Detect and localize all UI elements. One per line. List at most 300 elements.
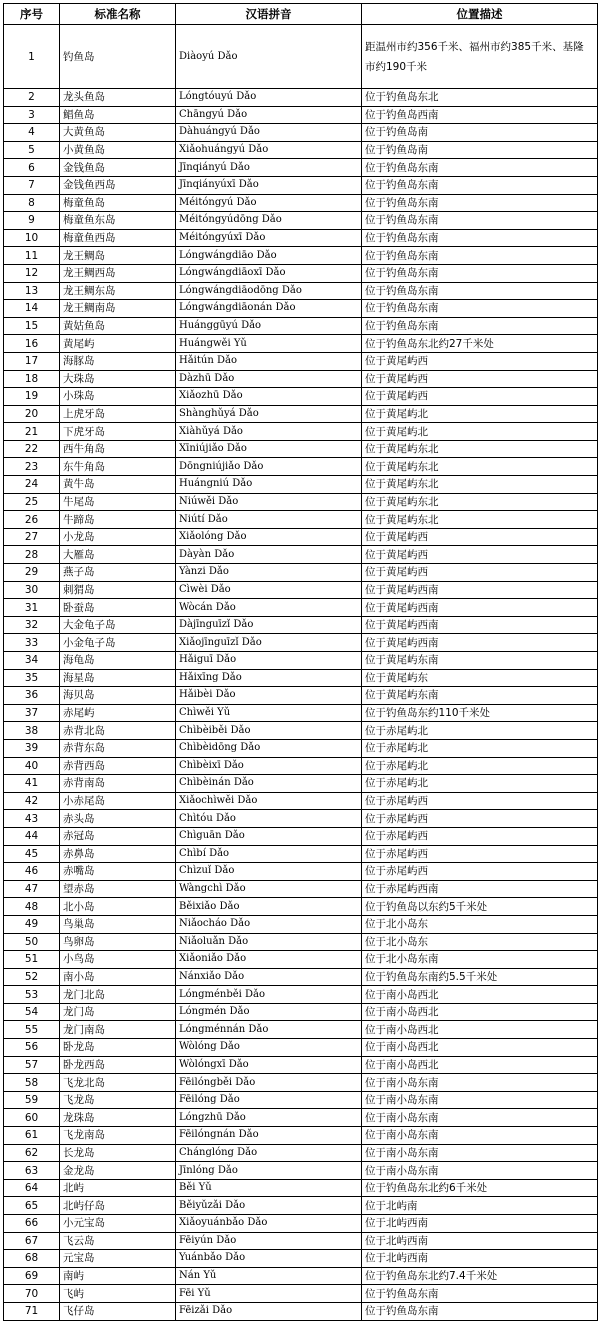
table-row bbox=[4, 212, 598, 230]
island-name: 南小岛 bbox=[60, 968, 176, 986]
island-location: 位于黄尾屿北 bbox=[362, 423, 598, 441]
island-pinyin: Wòlóngxī Dǎo bbox=[176, 1056, 362, 1074]
island-name: 赤背南岛 bbox=[60, 775, 176, 793]
table-row bbox=[4, 986, 598, 1004]
island-pinyin: Niǎoluǎn Dǎo bbox=[176, 933, 362, 951]
island-name: 黄牛岛 bbox=[60, 476, 176, 494]
row-number: 66 bbox=[4, 1215, 60, 1233]
island-name: 牛尾岛 bbox=[60, 493, 176, 511]
table-row bbox=[4, 775, 598, 793]
row-number: 41 bbox=[4, 775, 60, 793]
row-number: 53 bbox=[4, 986, 60, 1004]
table-row bbox=[4, 1127, 598, 1145]
island-location: 位于钓鱼岛东南 bbox=[362, 264, 598, 282]
row-number: 26 bbox=[4, 511, 60, 529]
table-row bbox=[4, 880, 598, 898]
island-location: 位于北小岛东 bbox=[362, 933, 598, 951]
row-number: 12 bbox=[4, 264, 60, 282]
table-row bbox=[4, 476, 598, 494]
island-name: 卧蚕岛 bbox=[60, 599, 176, 617]
table-row bbox=[4, 458, 598, 476]
island-location: 位于钓鱼岛东南 bbox=[362, 212, 598, 230]
island-name: 小龙岛 bbox=[60, 528, 176, 546]
island-pinyin: Chìbèidōng Dǎo bbox=[176, 739, 362, 757]
island-location: 位于黄尾屿西南 bbox=[362, 581, 598, 599]
row-number: 68 bbox=[4, 1250, 60, 1268]
table-row bbox=[4, 1232, 598, 1250]
table-row bbox=[4, 1003, 598, 1021]
table-row bbox=[4, 704, 598, 722]
table-row bbox=[4, 335, 598, 353]
row-number: 37 bbox=[4, 704, 60, 722]
island-name: 金钱鱼岛 bbox=[60, 159, 176, 177]
island-pinyin: Dōngniújiǎo Dǎo bbox=[176, 458, 362, 476]
island-name: 卧龙岛 bbox=[60, 1039, 176, 1057]
island-location: 位于钓鱼岛东北约6千米处 bbox=[362, 1179, 598, 1197]
island-pinyin: Lóngtóuyú Dǎo bbox=[176, 89, 362, 107]
row-number: 43 bbox=[4, 810, 60, 828]
table-row bbox=[4, 652, 598, 670]
island-location: 位于北小岛东 bbox=[362, 915, 598, 933]
island-name: 北小岛 bbox=[60, 898, 176, 916]
island-pinyin: Niúwěi Dǎo bbox=[176, 493, 362, 511]
island-location: 位于黄尾屿西 bbox=[362, 528, 598, 546]
row-number: 59 bbox=[4, 1091, 60, 1109]
island-pinyin: Chìtóu Dǎo bbox=[176, 810, 362, 828]
island-location: 位于南小岛东南 bbox=[362, 1162, 598, 1180]
row-number: 45 bbox=[4, 845, 60, 863]
island-pinyin: Nán Yǔ bbox=[176, 1267, 362, 1285]
island-pinyin: Fēi Yǔ bbox=[176, 1285, 362, 1303]
island-name: 龙门南岛 bbox=[60, 1021, 176, 1039]
row-number: 16 bbox=[4, 335, 60, 353]
island-location: 位于黄尾屿西 bbox=[362, 352, 598, 370]
row-number: 19 bbox=[4, 388, 60, 406]
row-number: 54 bbox=[4, 1003, 60, 1021]
island-pinyin: Chánglóng Dǎo bbox=[176, 1144, 362, 1162]
row-number: 14 bbox=[4, 300, 60, 318]
island-pinyin: Chìbèixī Dǎo bbox=[176, 757, 362, 775]
island-pinyin: Dàhuángyú Dǎo bbox=[176, 124, 362, 142]
row-number: 62 bbox=[4, 1144, 60, 1162]
table-row bbox=[4, 106, 598, 124]
island-pinyin: Fēilóngběi Dǎo bbox=[176, 1074, 362, 1092]
island-name: 小珠岛 bbox=[60, 388, 176, 406]
island-location: 位于北屿西南 bbox=[362, 1232, 598, 1250]
table-row bbox=[4, 1144, 598, 1162]
island-pinyin: Méitóngyú Dǎo bbox=[176, 194, 362, 212]
table-row bbox=[4, 722, 598, 740]
island-name: 飞屿 bbox=[60, 1285, 176, 1303]
island-location: 位于钓鱼岛东北约7.4千米处 bbox=[362, 1267, 598, 1285]
row-number: 32 bbox=[4, 616, 60, 634]
row-number: 69 bbox=[4, 1267, 60, 1285]
table-row bbox=[4, 1074, 598, 1092]
island-location: 位于黄尾屿东 bbox=[362, 669, 598, 687]
island-location: 位于钓鱼岛东南 bbox=[362, 1302, 598, 1320]
table-row bbox=[4, 669, 598, 687]
island-location: 位于赤尾屿北 bbox=[362, 739, 598, 757]
table-row bbox=[4, 898, 598, 916]
row-number: 25 bbox=[4, 493, 60, 511]
table-row bbox=[4, 634, 598, 652]
island-pinyin: Dàjīnguīzǐ Dǎo bbox=[176, 616, 362, 634]
island-name: 金龙岛 bbox=[60, 1162, 176, 1180]
row-number: 56 bbox=[4, 1039, 60, 1057]
island-location: 位于黄尾屿西 bbox=[362, 546, 598, 564]
island-location: 位于南小岛东南 bbox=[362, 1091, 598, 1109]
island-location: 距温州市约356千米、福州市约385千米、基隆市约190千米 bbox=[362, 25, 598, 89]
row-number: 29 bbox=[4, 564, 60, 582]
island-pinyin: Niǎocháo Dǎo bbox=[176, 915, 362, 933]
island-pinyin: Huángniú Dǎo bbox=[176, 476, 362, 494]
island-name: 小元宝岛 bbox=[60, 1215, 176, 1233]
island-pinyin: Diàoyú Dǎo bbox=[176, 25, 362, 89]
table-row bbox=[4, 159, 598, 177]
island-location: 位于赤尾屿西 bbox=[362, 845, 598, 863]
island-pinyin: Xiǎozhū Dǎo bbox=[176, 388, 362, 406]
row-number: 47 bbox=[4, 880, 60, 898]
table-row bbox=[4, 423, 598, 441]
island-name: 北屿仔岛 bbox=[60, 1197, 176, 1215]
row-number: 20 bbox=[4, 405, 60, 423]
island-name: 梅童鱼西岛 bbox=[60, 229, 176, 247]
island-name: 龙门岛 bbox=[60, 1003, 176, 1021]
island-pinyin: Chìbèiběi Dǎo bbox=[176, 722, 362, 740]
island-location: 位于赤尾屿西 bbox=[362, 827, 598, 845]
island-location: 位于南小岛西北 bbox=[362, 1021, 598, 1039]
row-number: 1 bbox=[4, 25, 60, 89]
table-row bbox=[4, 317, 598, 335]
island-pinyin: Lóngwángdiāodōng Dǎo bbox=[176, 282, 362, 300]
island-name: 海星岛 bbox=[60, 669, 176, 687]
table-row bbox=[4, 405, 598, 423]
island-name: 下虎牙岛 bbox=[60, 423, 176, 441]
table-row bbox=[4, 968, 598, 986]
island-pinyin: Hǎiguī Dǎo bbox=[176, 652, 362, 670]
island-name: 大珠岛 bbox=[60, 370, 176, 388]
island-location: 位于钓鱼岛东南 bbox=[362, 282, 598, 300]
island-location: 位于南小岛西北 bbox=[362, 986, 598, 1004]
island-location: 位于钓鱼岛东约110千米处 bbox=[362, 704, 598, 722]
table-row bbox=[4, 282, 598, 300]
island-location: 位于北屿西南 bbox=[362, 1250, 598, 1268]
row-number: 51 bbox=[4, 951, 60, 969]
island-name: 北屿 bbox=[60, 1179, 176, 1197]
row-number: 33 bbox=[4, 634, 60, 652]
island-location: 位于黄尾屿东北 bbox=[362, 493, 598, 511]
table-row bbox=[4, 827, 598, 845]
island-pinyin: Yànzi Dǎo bbox=[176, 564, 362, 582]
island-name: 西牛角岛 bbox=[60, 440, 176, 458]
island-location: 位于钓鱼岛东北 bbox=[362, 89, 598, 107]
island-pinyin: Jīnqiányúxī Dǎo bbox=[176, 176, 362, 194]
row-number: 63 bbox=[4, 1162, 60, 1180]
island-location: 位于南小岛西北 bbox=[362, 1003, 598, 1021]
island-location: 位于赤尾屿西 bbox=[362, 810, 598, 828]
table-row bbox=[4, 1109, 598, 1127]
island-name: 海豚岛 bbox=[60, 352, 176, 370]
island-name: 海贝岛 bbox=[60, 687, 176, 705]
island-pinyin: Běixiǎo Dǎo bbox=[176, 898, 362, 916]
island-location: 位于黄尾屿东北 bbox=[362, 476, 598, 494]
island-location: 位于黄尾屿西南 bbox=[362, 599, 598, 617]
island-location: 位于赤尾屿西南 bbox=[362, 880, 598, 898]
row-number: 10 bbox=[4, 229, 60, 247]
row-number: 38 bbox=[4, 722, 60, 740]
island-pinyin: Hǎitún Dǎo bbox=[176, 352, 362, 370]
island-pinyin: Chāngyú Dǎo bbox=[176, 106, 362, 124]
row-number: 52 bbox=[4, 968, 60, 986]
island-location: 位于钓鱼岛西南 bbox=[362, 106, 598, 124]
table-row bbox=[4, 599, 598, 617]
table-row bbox=[4, 1021, 598, 1039]
island-name: 大黄鱼岛 bbox=[60, 124, 176, 142]
island-pinyin: Xiǎochìwěi Dǎo bbox=[176, 792, 362, 810]
island-name: 赤背东岛 bbox=[60, 739, 176, 757]
row-number: 22 bbox=[4, 440, 60, 458]
island-pinyin: Dàyàn Dǎo bbox=[176, 546, 362, 564]
row-number: 28 bbox=[4, 546, 60, 564]
row-number: 11 bbox=[4, 247, 60, 265]
island-name: 黄姑鱼岛 bbox=[60, 317, 176, 335]
island-location: 位于南小岛西北 bbox=[362, 1039, 598, 1057]
island-pinyin: Hǎixīng Dǎo bbox=[176, 669, 362, 687]
row-number: 9 bbox=[4, 212, 60, 230]
island-location: 位于赤尾屿北 bbox=[362, 722, 598, 740]
row-number: 65 bbox=[4, 1197, 60, 1215]
island-pinyin: Méitóngyúxī Dǎo bbox=[176, 229, 362, 247]
island-location: 位于南小岛西北 bbox=[362, 1056, 598, 1074]
island-name: 龙王鲷南岛 bbox=[60, 300, 176, 318]
island-name: 龙头鱼岛 bbox=[60, 89, 176, 107]
island-pinyin: Yuánbǎo Dǎo bbox=[176, 1250, 362, 1268]
table-row bbox=[4, 264, 598, 282]
table-header-row bbox=[4, 4, 598, 25]
row-number: 49 bbox=[4, 915, 60, 933]
island-location: 位于北屿南 bbox=[362, 1197, 598, 1215]
island-pinyin: Xiǎolóng Dǎo bbox=[176, 528, 362, 546]
row-number: 64 bbox=[4, 1179, 60, 1197]
island-location: 位于黄尾屿东北 bbox=[362, 458, 598, 476]
island-location: 位于钓鱼岛东南 bbox=[362, 1285, 598, 1303]
row-number: 23 bbox=[4, 458, 60, 476]
row-number: 48 bbox=[4, 898, 60, 916]
island-pinyin: Xiǎoniǎo Dǎo bbox=[176, 951, 362, 969]
table-row bbox=[4, 176, 598, 194]
island-pinyin: Shànghǔyá Dǎo bbox=[176, 405, 362, 423]
table-row bbox=[4, 915, 598, 933]
island-location: 位于黄尾屿西 bbox=[362, 564, 598, 582]
island-name: 飞云岛 bbox=[60, 1232, 176, 1250]
table-row bbox=[4, 1179, 598, 1197]
island-name: 梅童鱼东岛 bbox=[60, 212, 176, 230]
island-location: 位于钓鱼岛东南 bbox=[362, 300, 598, 318]
island-name: 刺猬岛 bbox=[60, 581, 176, 599]
table-row bbox=[4, 528, 598, 546]
island-pinyin: Lóngmén Dǎo bbox=[176, 1003, 362, 1021]
island-name: 鲳鱼岛 bbox=[60, 106, 176, 124]
row-number: 30 bbox=[4, 581, 60, 599]
island-name: 小金龟子岛 bbox=[60, 634, 176, 652]
table-row bbox=[4, 352, 598, 370]
island-name: 龙王鲷东岛 bbox=[60, 282, 176, 300]
table-row bbox=[4, 1197, 598, 1215]
island-location: 位于钓鱼岛东南 bbox=[362, 229, 598, 247]
island-pinyin: Cìwèi Dǎo bbox=[176, 581, 362, 599]
row-number: 44 bbox=[4, 827, 60, 845]
island-pinyin: Huángwěi Yǔ bbox=[176, 335, 362, 353]
island-pinyin: Lóngzhū Dǎo bbox=[176, 1109, 362, 1127]
row-number: 7 bbox=[4, 176, 60, 194]
island-pinyin: Lóngménnán Dǎo bbox=[176, 1021, 362, 1039]
island-name: 鸟卵岛 bbox=[60, 933, 176, 951]
header-pinyin: 汉语拼音 bbox=[176, 4, 362, 25]
island-pinyin: Jīnlóng Dǎo bbox=[176, 1162, 362, 1180]
table-row bbox=[4, 1056, 598, 1074]
island-name: 金钱鱼西岛 bbox=[60, 176, 176, 194]
island-name: 鸟巢岛 bbox=[60, 915, 176, 933]
island-location: 位于黄尾屿北 bbox=[362, 405, 598, 423]
island-pinyin: Wòcán Dǎo bbox=[176, 599, 362, 617]
row-number: 34 bbox=[4, 652, 60, 670]
row-number: 58 bbox=[4, 1074, 60, 1092]
island-name: 龙珠岛 bbox=[60, 1109, 176, 1127]
island-name: 赤嘴岛 bbox=[60, 863, 176, 881]
table-row bbox=[4, 792, 598, 810]
island-pinyin: Wòlóng Dǎo bbox=[176, 1039, 362, 1057]
row-number: 50 bbox=[4, 933, 60, 951]
table-row bbox=[4, 951, 598, 969]
island-name: 黄尾屿 bbox=[60, 335, 176, 353]
island-location: 位于钓鱼岛南 bbox=[362, 124, 598, 142]
table-row bbox=[4, 739, 598, 757]
island-pinyin: Xiǎohuángyú Dǎo bbox=[176, 141, 362, 159]
island-pinyin: Běi Yǔ bbox=[176, 1179, 362, 1197]
row-number: 6 bbox=[4, 159, 60, 177]
island-pinyin: Xiǎojīnguīzǐ Dǎo bbox=[176, 634, 362, 652]
island-location: 位于南小岛东南 bbox=[362, 1127, 598, 1145]
table-row bbox=[4, 581, 598, 599]
island-pinyin: Chìbèinán Dǎo bbox=[176, 775, 362, 793]
island-name: 赤背西岛 bbox=[60, 757, 176, 775]
table-row bbox=[4, 141, 598, 159]
island-name: 赤冠岛 bbox=[60, 827, 176, 845]
table-row bbox=[4, 229, 598, 247]
island-name: 海龟岛 bbox=[60, 652, 176, 670]
row-number: 3 bbox=[4, 106, 60, 124]
island-location: 位于黄尾屿西 bbox=[362, 388, 598, 406]
island-pinyin: Lóngwángdiāoxī Dǎo bbox=[176, 264, 362, 282]
island-pinyin: Běiyǔzǎi Dǎo bbox=[176, 1197, 362, 1215]
table-row bbox=[4, 1302, 598, 1320]
island-name: 小黄鱼岛 bbox=[60, 141, 176, 159]
row-number: 40 bbox=[4, 757, 60, 775]
island-location: 位于钓鱼岛东南约5.5千米处 bbox=[362, 968, 598, 986]
table-row bbox=[4, 300, 598, 318]
island-name: 赤鼻岛 bbox=[60, 845, 176, 863]
table-row bbox=[4, 546, 598, 564]
island-pinyin: Chìzuǐ Dǎo bbox=[176, 863, 362, 881]
island-location: 位于钓鱼岛东南 bbox=[362, 194, 598, 212]
table-row bbox=[4, 493, 598, 511]
island-name: 龙王鲷岛 bbox=[60, 247, 176, 265]
table-row bbox=[4, 124, 598, 142]
island-pinyin: Chìguān Dǎo bbox=[176, 827, 362, 845]
table-row bbox=[4, 1039, 598, 1057]
island-location: 位于钓鱼岛东北约27千米处 bbox=[362, 335, 598, 353]
table-row bbox=[4, 1162, 598, 1180]
table-row bbox=[4, 757, 598, 775]
table-row bbox=[4, 863, 598, 881]
island-location: 位于黄尾屿东南 bbox=[362, 652, 598, 670]
table-row bbox=[4, 1285, 598, 1303]
island-location: 位于南小岛东南 bbox=[362, 1109, 598, 1127]
island-name: 小赤尾岛 bbox=[60, 792, 176, 810]
island-pinyin: Chìwěi Yǔ bbox=[176, 704, 362, 722]
island-name: 梅童鱼岛 bbox=[60, 194, 176, 212]
island-name: 飞仔岛 bbox=[60, 1302, 176, 1320]
table-row bbox=[4, 247, 598, 265]
island-pinyin: Fēiyún Dǎo bbox=[176, 1232, 362, 1250]
island-pinyin: Lóngménběi Dǎo bbox=[176, 986, 362, 1004]
island-pinyin: Jīnqiányú Dǎo bbox=[176, 159, 362, 177]
row-number: 70 bbox=[4, 1285, 60, 1303]
island-name: 元宝岛 bbox=[60, 1250, 176, 1268]
row-number: 46 bbox=[4, 863, 60, 881]
island-location: 位于钓鱼岛东南 bbox=[362, 247, 598, 265]
island-pinyin: Lóngwángdiāo Dǎo bbox=[176, 247, 362, 265]
table-row bbox=[4, 687, 598, 705]
header-location: 位置描述 bbox=[362, 4, 598, 25]
island-name: 龙王鲷西岛 bbox=[60, 264, 176, 282]
islands-table bbox=[3, 3, 598, 1321]
island-pinyin: Dàzhū Dǎo bbox=[176, 370, 362, 388]
island-location: 位于赤尾屿北 bbox=[362, 757, 598, 775]
header-number: 序号 bbox=[4, 4, 60, 25]
row-number: 24 bbox=[4, 476, 60, 494]
table-row bbox=[4, 810, 598, 828]
island-name: 龙门北岛 bbox=[60, 986, 176, 1004]
island-name: 赤尾屿 bbox=[60, 704, 176, 722]
row-number: 5 bbox=[4, 141, 60, 159]
island-pinyin: Xīniújiǎo Dǎo bbox=[176, 440, 362, 458]
island-location: 位于钓鱼岛以东约5千米处 bbox=[362, 898, 598, 916]
island-name: 飞龙南岛 bbox=[60, 1127, 176, 1145]
island-location: 位于赤尾屿西 bbox=[362, 792, 598, 810]
row-number: 15 bbox=[4, 317, 60, 335]
row-number: 55 bbox=[4, 1021, 60, 1039]
island-name: 飞龙岛 bbox=[60, 1091, 176, 1109]
row-number: 42 bbox=[4, 792, 60, 810]
island-name: 赤背北岛 bbox=[60, 722, 176, 740]
table-row bbox=[4, 845, 598, 863]
island-name: 飞龙北岛 bbox=[60, 1074, 176, 1092]
island-name: 上虎牙岛 bbox=[60, 405, 176, 423]
island-name: 南屿 bbox=[60, 1267, 176, 1285]
island-pinyin: Méitóngyúdōng Dǎo bbox=[176, 212, 362, 230]
table-row bbox=[4, 616, 598, 634]
island-pinyin: Fēizǎi Dǎo bbox=[176, 1302, 362, 1320]
table-row bbox=[4, 440, 598, 458]
table-row bbox=[4, 194, 598, 212]
island-location: 位于黄尾屿东北 bbox=[362, 511, 598, 529]
island-name: 望赤岛 bbox=[60, 880, 176, 898]
island-location: 位于赤尾屿西 bbox=[362, 863, 598, 881]
row-number: 35 bbox=[4, 669, 60, 687]
row-number: 8 bbox=[4, 194, 60, 212]
table-row bbox=[4, 1091, 598, 1109]
